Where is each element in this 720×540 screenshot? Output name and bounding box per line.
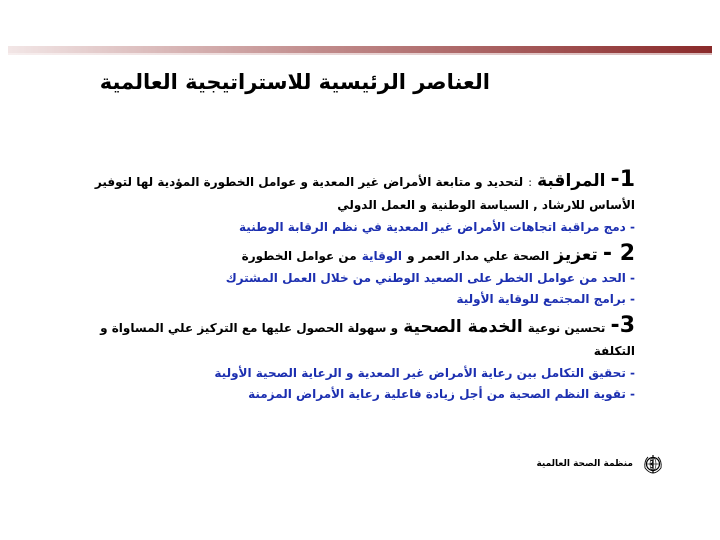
item-3-text-b: و سهولة الحصول عليها مع التركيز علي المساواة و [100,321,399,335]
item-3-number: 3- [610,313,635,338]
footer-org-name: منظمة الصحة العالمية [536,459,633,469]
item-3-sub-1: - تحقيق التكامل بين رعاية الأمراض غير المعدية و الرعاية الصحية الأولية [214,366,635,380]
who-emblem-icon [641,452,665,476]
item-2-text-b: من عوامل الخطورة [241,249,357,263]
slide-content [85,168,635,405]
footer [536,452,665,476]
item-1-text-continued: الأساس للارشاد , السياسة الوطنية و العمل الدولي [337,198,635,212]
item-2-text-a: الصحة علي مدار العمر و [407,249,550,263]
item-1-separator: : [528,176,532,189]
item-2-sub-2: - برامج المجتمع للوقاية الأولية [456,292,635,306]
item-1-number: 1- [610,167,635,192]
item-1-heading: المراقبة [537,171,606,191]
item-2-number: 2 - [602,241,635,266]
item-2-heading: تعزيز [554,245,598,265]
slide-title: العناصر الرئيسية للاستراتيجية العالمية [99,70,490,94]
item-1-sub-1: - دمج مراقبة اتجاهات الأمراض غير المعدية في نظم الرقابة الوطنية [239,220,635,234]
item-3-heading: الخدمة الصحية [403,317,523,337]
item-3-sub-2: - تقوية النظم الصحية من أجل زيادة فاعلية رعاية الأمراض المزمنة [248,387,635,401]
item-2-sub-1: - الحد من عوامل الخطر على الصعيد الوطني من خلال العمل المشترك [225,271,635,285]
item-1-line [85,168,635,194]
item-3-text-continued: التكلفة [593,344,635,358]
item-3-line [85,314,635,340]
header-rule [8,46,712,53]
item-3-text-a: تحسين نوعية [527,321,606,335]
item-1-text: لتحديد و متابعة الأمراض غير المعدية و عوامل الخطورة المؤدية لها لتوفير [94,175,524,189]
item-2-line [85,242,635,268]
item-2-highlight: الوقاية [361,249,403,263]
